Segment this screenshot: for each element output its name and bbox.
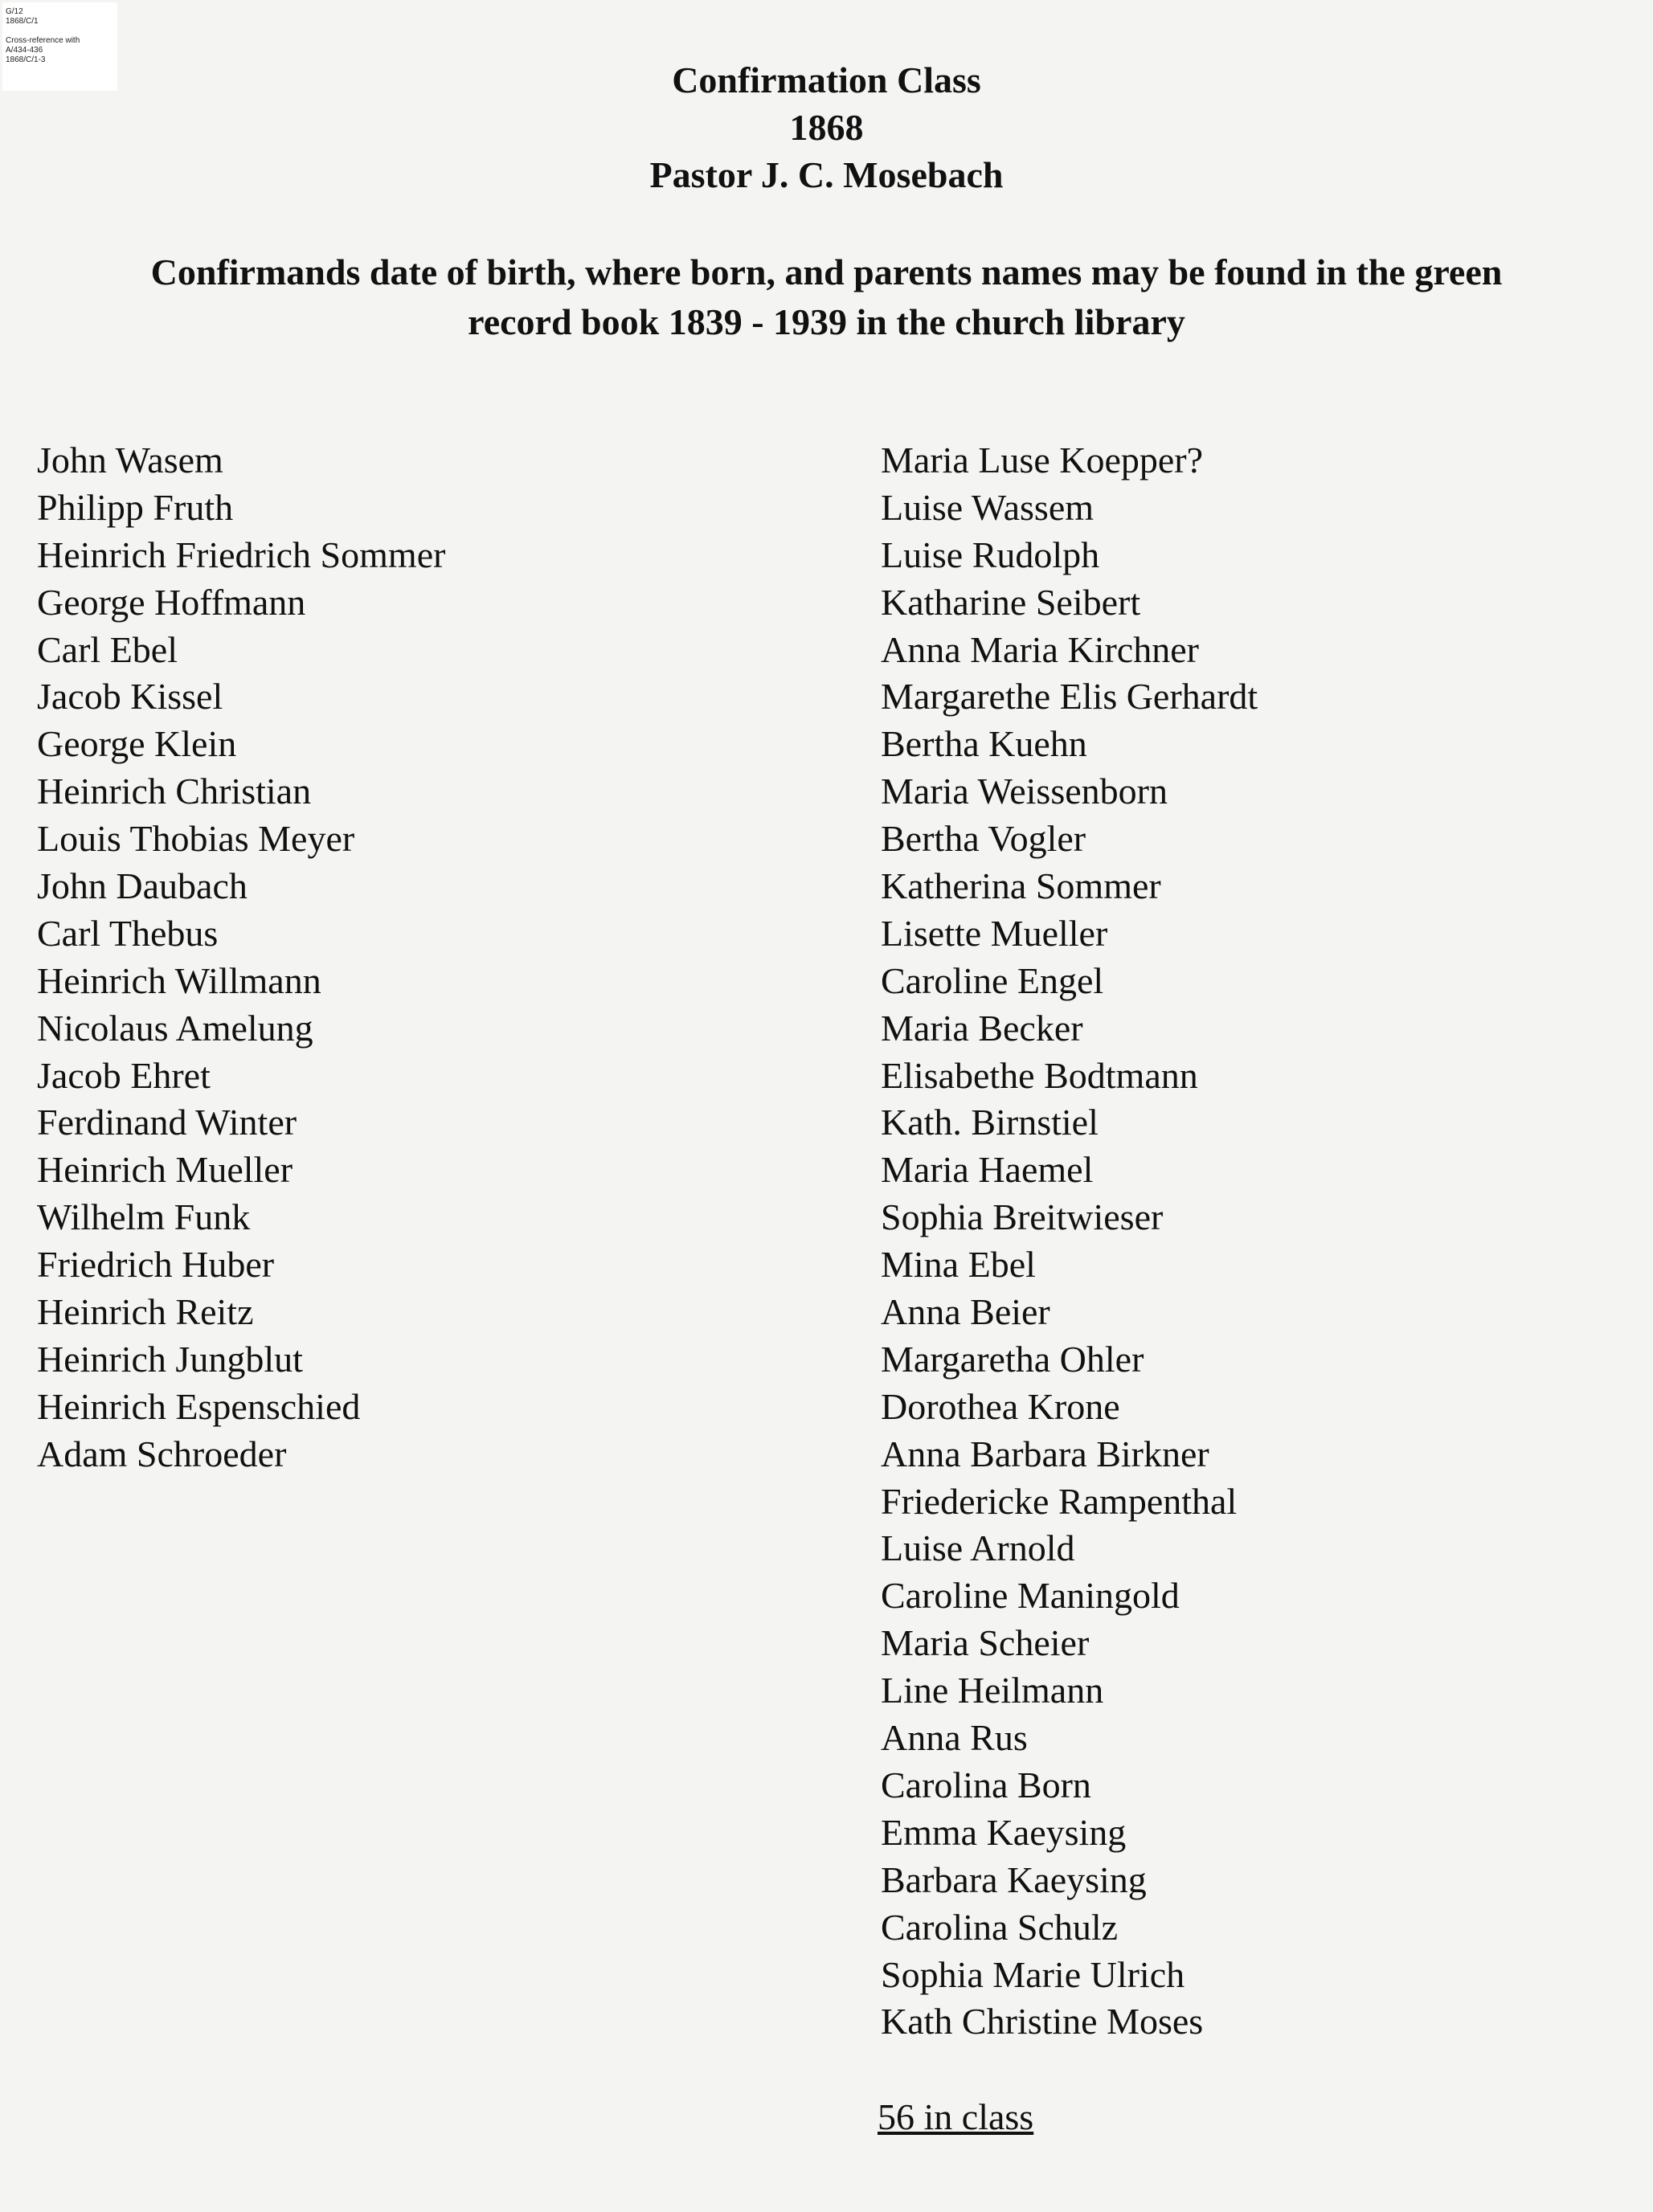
reference-line: Cross-reference with — [6, 36, 80, 45]
records-note-line: Confirmands date of birth, where born, and parents names may be found in the green — [150, 251, 1503, 292]
list-item: Anna Maria Kirchner — [881, 628, 1199, 670]
list-item: Louis Thobias Meyer — [37, 818, 355, 860]
list-item: Anna Barbara Birkner — [881, 1433, 1209, 1474]
list-item: Luise Arnold — [881, 1527, 1075, 1569]
list-item: Ferdinand Winter — [37, 1102, 297, 1143]
list-item: Margaretha Ohler — [881, 1338, 1144, 1380]
class-total: 56 in class — [878, 2096, 1034, 2137]
list-item: Carl Ebel — [37, 628, 178, 670]
list-item: Carl Thebus — [37, 912, 219, 954]
list-item: Carolina Schulz — [881, 1906, 1119, 1948]
list-item: Nicolaus Amelung — [37, 1007, 313, 1049]
list-item: Luise Rudolph — [881, 534, 1100, 575]
list-item: Jacob Kissel — [37, 676, 223, 718]
list-item: Wilhelm Funk — [37, 1196, 251, 1238]
list-item: Kath. Birnstiel — [881, 1102, 1099, 1143]
document-heading — [0, 56, 1653, 198]
male-confirmands-list — [37, 437, 445, 1478]
list-item: Heinrich Jungblut — [37, 1338, 303, 1380]
class-year: 1868 — [789, 107, 864, 148]
reference-line: G/12 — [6, 7, 23, 16]
list-item: Line Heilmann — [881, 1670, 1104, 1711]
list-item: Luise Wassem — [881, 486, 1094, 528]
list-item: Caroline Engel — [881, 959, 1104, 1001]
list-item: Heinrich Mueller — [37, 1149, 293, 1191]
list-item: Maria Luse Koepper? — [881, 440, 1204, 480]
list-item: Elisabethe Bodtmann — [881, 1054, 1198, 1096]
list-item: Dorothea Krone — [881, 1385, 1120, 1427]
list-item: Maria Scheier — [881, 1622, 1090, 1664]
list-item: Anna Beier — [881, 1291, 1050, 1333]
list-item: Maria Weissenborn — [881, 771, 1168, 812]
list-item: John Wasem — [37, 440, 223, 480]
list-item: Bertha Kuehn — [881, 723, 1087, 765]
female-confirmands-list — [881, 437, 1258, 2046]
list-item: Sophia Marie Ulrich — [881, 1953, 1185, 1995]
list-item: Carolina Born — [881, 1764, 1091, 1805]
list-item: Friedrich Huber — [37, 1244, 275, 1286]
list-item: Kath Christine Moses — [881, 2001, 1204, 2042]
list-item: Sophia Breitwieser — [881, 1196, 1164, 1238]
list-item: George Hoffmann — [37, 581, 306, 623]
list-item: Adam Schroeder — [37, 1433, 287, 1474]
records-note-line: record book 1839 - 1939 in the church library — [468, 301, 1185, 342]
reference-line: 1868/C/1-3 — [6, 55, 46, 64]
list-item: Katharine Seibert — [881, 581, 1141, 623]
list-item: Heinrich Espenschied — [37, 1385, 361, 1427]
reference-line: A/434-436 — [6, 46, 43, 55]
list-item: John Daubach — [37, 865, 248, 907]
list-item: Friedericke Rampenthal — [881, 1480, 1238, 1522]
list-item: Anna Rus — [881, 1717, 1028, 1759]
list-item: Mina Ebel — [881, 1244, 1036, 1286]
list-item: Heinrich Reitz — [37, 1291, 254, 1333]
list-item: Emma Kaeysing — [881, 1811, 1127, 1853]
reference-line: 1868/C/1 — [6, 17, 39, 26]
list-item: Heinrich Friedrich Sommer — [37, 534, 446, 575]
list-item: Lisette Mueller — [881, 912, 1108, 954]
list-item: Barbara Kaeysing — [881, 1858, 1147, 1900]
list-item: Maria Haemel — [881, 1149, 1094, 1191]
list-item: Bertha Vogler — [881, 818, 1086, 860]
list-item: Margarethe Elis Gerhardt — [881, 676, 1258, 718]
list-item: Jacob Ehret — [37, 1054, 211, 1096]
list-item: George Klein — [37, 723, 237, 765]
list-item: Heinrich Christian — [37, 771, 312, 812]
pastor-name: Pastor J. C. Mosebach — [649, 154, 1004, 195]
records-note — [48, 247, 1605, 347]
page-title: Confirmation Class — [672, 59, 981, 100]
list-item: Caroline Maningold — [881, 1575, 1180, 1617]
list-item: Heinrich Willmann — [37, 959, 321, 1001]
list-item: Maria Becker — [881, 1007, 1083, 1049]
list-item: Katherina Sommer — [881, 865, 1161, 907]
list-item: Philipp Fruth — [37, 486, 234, 528]
